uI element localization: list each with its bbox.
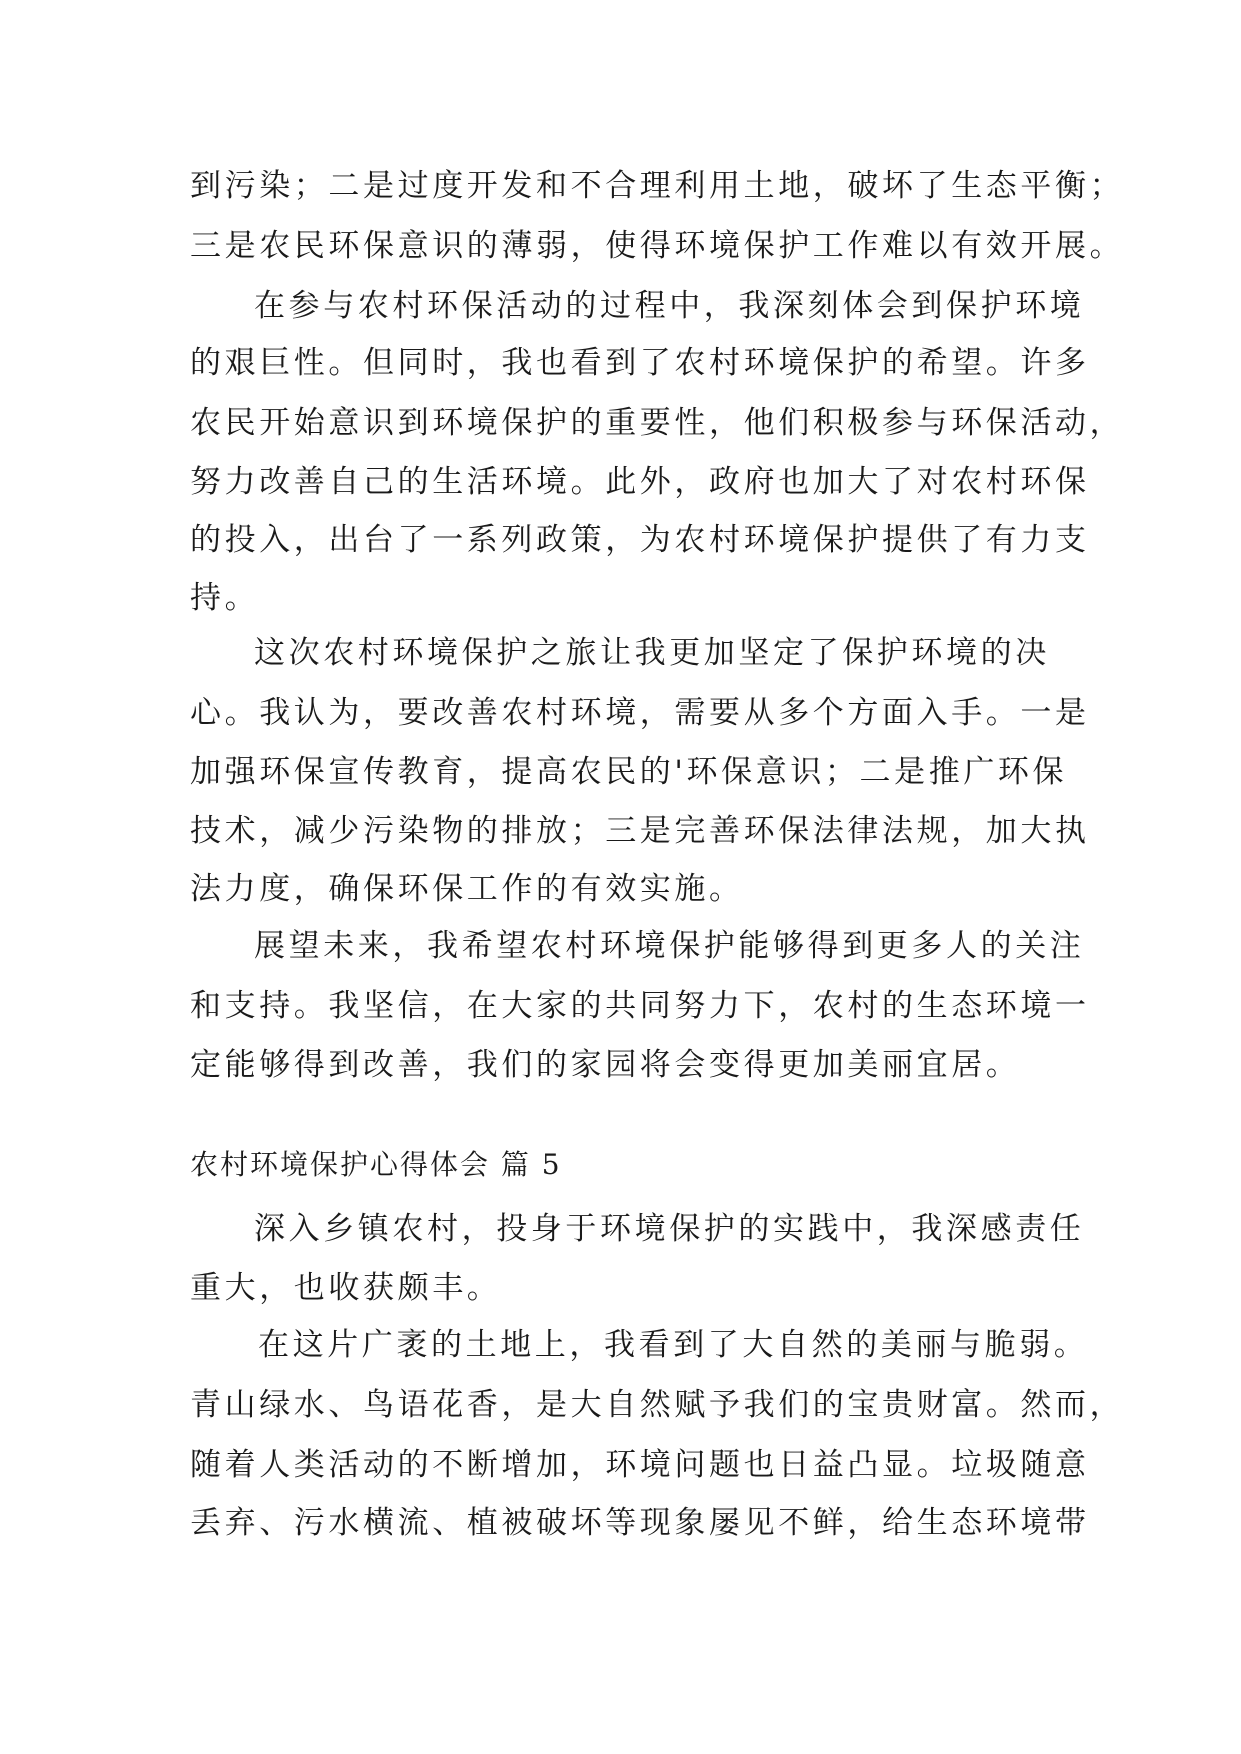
text-line: 到污染；二是过度开发和不合理利用土地，破坏了生态平衡； [190, 168, 1125, 204]
text-line: 的投入，出台了一系列政策，为农村环境保护提供了有力支 [190, 522, 1090, 558]
text-line: 技术，减少污染物的排放；三是完善环保法律法规，加大执 [190, 813, 1090, 849]
text-line: 的艰巨性。但同时，我也看到了农村环境保护的希望。许多 [190, 345, 1090, 381]
text-line: 随着人类活动的不断增加，环境问题也日益凸显。垃圾随意 [190, 1447, 1090, 1483]
paragraph-first-line: 展望未来，我希望农村环境保护能够得到更多人的关注 [254, 928, 1085, 964]
text-line: 青山绿水、鸟语花香，是大自然赋予我们的宝贵财富。然而， [190, 1387, 1125, 1423]
text-line: 丢弃、污水横流、植被破坏等现象屡见不鲜，给生态环境带 [190, 1505, 1090, 1541]
text-line: 和支持。我坚信，在大家的共同努力下，农村的生态环境一 [190, 988, 1090, 1024]
text-line: 持。 [190, 580, 260, 616]
text-line: 重大，也收获颇丰。 [190, 1270, 502, 1306]
text-line: 加强环保宣传教育，提高农民的'环保意识；二是推广环保 [190, 754, 1068, 790]
section-heading: 农村环境保护心得体会 篇 5 [190, 1148, 562, 1181]
paragraph-first-line: 这次农村环境保护之旅让我更加坚定了保护环境的决 [254, 635, 1050, 671]
text-line: 努力改善自己的生活环境。此外，政府也加大了对农村环保 [190, 464, 1090, 500]
text-line: 定能够得到改善，我们的家园将会变得更加美丽宜居。 [190, 1047, 1021, 1083]
text-line: 法力度，确保环保工作的有效实施。 [190, 871, 744, 907]
text-line: 三是农民环保意识的薄弱，使得环境保护工作难以有效开展。 [190, 228, 1125, 264]
paragraph-first-line: 在参与农村环保活动的过程中，我深刻体会到保护环境 [254, 288, 1085, 324]
paragraph-first-line: 深入乡镇农村，投身于环境保护的实践中，我深感责任 [254, 1211, 1085, 1247]
text-line: 心。我认为，要改善农村环境，需要从多个方面入手。一是 [190, 695, 1090, 731]
paragraph-first-line: 在这片广袤的土地上，我看到了大自然的美丽与脆弱。 [258, 1327, 1089, 1363]
text-line: 农民开始意识到环境保护的重要性，他们积极参与环保活动， [190, 405, 1125, 441]
